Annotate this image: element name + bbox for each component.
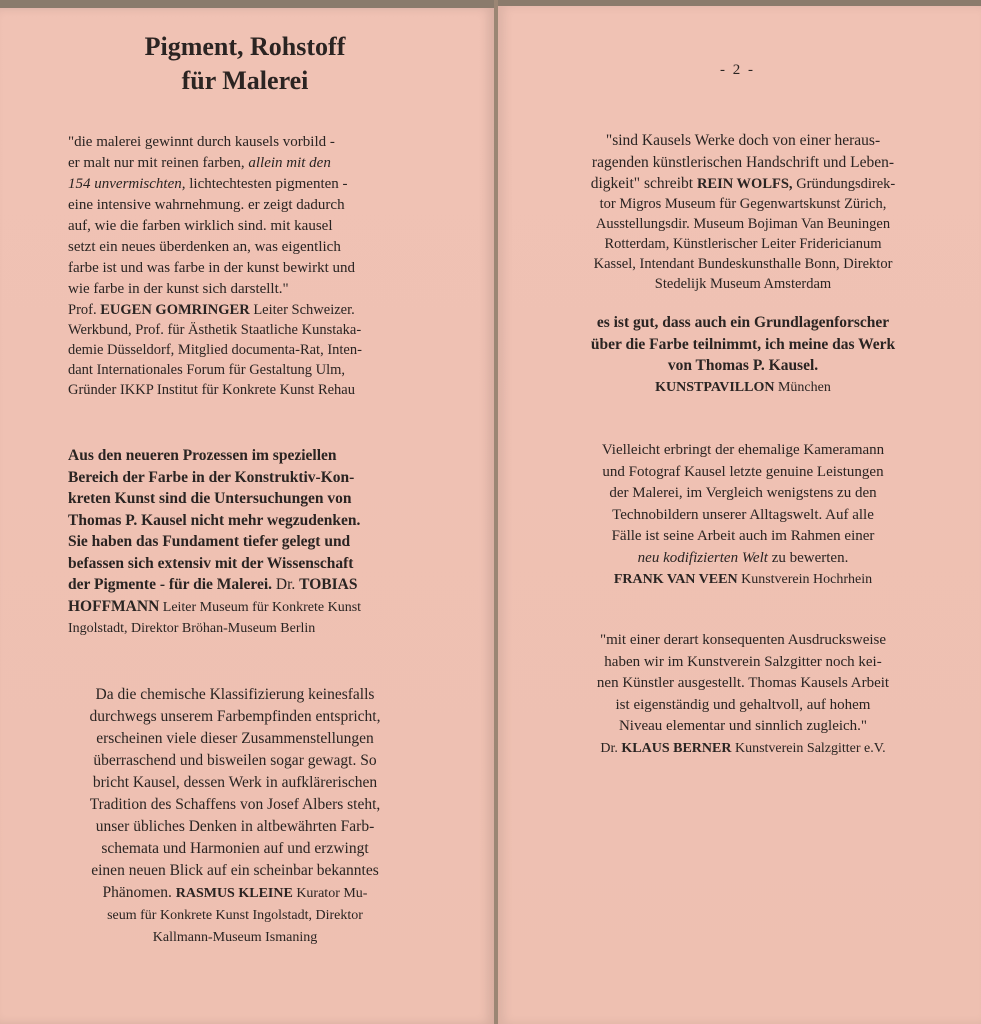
attribution-line [548, 738, 938, 760]
attribution-line: Kallmann-Museum Ismaning [152, 930, 318, 945]
title-line-1: Pigment, Rohstoff [144, 32, 346, 61]
quote-hoffmann [68, 445, 418, 640]
quote-text: Phänomen. [102, 884, 176, 901]
quote-line: "sind Kausels Werke doch von einer heraus- [605, 132, 881, 149]
quote-line: "mit einer derart konsequenten Ausdrucksweise [599, 632, 887, 648]
quote-line: nen Künstler ausgestellt. Thomas Kausels Arbeit [596, 675, 890, 691]
quote-line: Fälle ist seine Arbeit auch im Rahmen einer [611, 528, 875, 544]
attribution-line: seum für Konkrete Kunst Ingolstadt, Direktor [107, 908, 363, 923]
attribution-text: Leiter Schweizer. [249, 302, 355, 318]
quote-text: der Pigmente - für die Malerei. [68, 576, 273, 593]
quote-line: Sie haben das Fundament tiefer gelegt und [68, 533, 351, 550]
attribution-line: Werkbund, Prof. für Ästhetik Staatliche Kunstaka- [68, 322, 362, 338]
quote-gomringer [68, 132, 438, 400]
author-name: KUNSTPAVILLON [655, 379, 775, 395]
attribution-line [548, 569, 938, 591]
quote-line: durchwegs unserem Farbempfinden entspricht, [89, 708, 381, 725]
quote-line: ragenden künstlerischen Handschrift und Leben- [591, 154, 895, 171]
page-number: - 2 - [720, 62, 755, 78]
quote-line: Thomas P. Kausel nicht mehr wegzudenken. [68, 511, 361, 529]
author-name: KLAUS BERNER [621, 740, 732, 756]
quote-line: überraschend und bisweilen sogar gewagt. So [93, 752, 377, 769]
attribution-text: München [774, 379, 831, 395]
quote-line: und Fotograf Kausel letzte genuine Leistungen [602, 463, 884, 480]
quote-line [68, 574, 418, 596]
quote-line: setzt ein neues überdenken an, was eigentlich [68, 239, 341, 255]
quote-line: kreten Kunst sind die Untersuchungen von [68, 490, 352, 507]
quote-line: Tradition des Schaffens von Josef Albers steht, [89, 796, 381, 813]
quote-line: von Thomas P. Kausel. [667, 357, 819, 374]
quote-line: Bereich der Farbe in der Konstruktiv-Kon- [68, 468, 355, 486]
quote-line: auf, wie die farben wirklich sind. mit kausel [68, 218, 333, 234]
quote-line: über die Farbe teilnimmt, ich meine das Werk [590, 335, 896, 353]
quote-line: schemata und Harmonien auf und erzwingt [101, 840, 369, 857]
attribution-line [68, 596, 418, 619]
quote-italic: neu kodifizierten Welt [637, 549, 768, 566]
quote-line: unser übliches Denken in altbewährten Farb- [95, 818, 375, 835]
attribution-line: Ingolstadt, Direktor Bröhan-Museum Berlin [68, 621, 316, 636]
name-prefix: Dr. [600, 740, 622, 756]
author-name: FRANK VAN VEEN [613, 572, 738, 587]
attribution-line: Gründer IKKP Institut für Konkrete Kunst Rehau [68, 382, 355, 398]
quote-line [68, 174, 438, 195]
quote-line: bricht Kausel, dessen Werk in aufklärerischen [92, 774, 378, 791]
quote-line: "die malerei gewinnt durch kausels vorbild - [68, 134, 335, 150]
quote-kleine [60, 684, 410, 949]
attribution-gomringer [68, 300, 438, 400]
quote-line: Aus den neueren Prozessen im speziellen [68, 447, 337, 464]
title-line-2: für Malerei [181, 66, 309, 95]
quote-line: einen neuen Blick auf ein scheinbar bekanntes [91, 862, 379, 879]
attribution-text: Leiter Museum für Konkrete Kunst [159, 599, 362, 615]
quote-berner [548, 630, 938, 759]
attribution-line [60, 882, 410, 905]
attribution-text: Kunstverein Salzgitter e.V. [731, 740, 886, 756]
attribution-line: dant Internationales Forum für Gestaltung Ulm, [68, 362, 346, 378]
attribution-line [68, 300, 438, 320]
quote-line: Technobildern unserer Alltagswelt. Auf alle [612, 506, 874, 523]
quote-line: haben wir im Kunstverein Salzgitter noch kei- [604, 653, 882, 670]
attribution-line: Ausstellungsdir. Museum Bojiman Van Beuningen [595, 216, 891, 232]
attribution-text: Kunstverein Hochrhein [737, 572, 873, 587]
quote-line: Da die chemische Klassifizierung keinesfalls [95, 686, 375, 703]
attribution-line: tor Migros Museum für Gegenwartskunst Zürich, [599, 196, 887, 212]
quote-text: er malt nur mit reinen farben, [68, 155, 249, 171]
quote-line: der Malerei, im Vergleich wenigstens zu den [609, 485, 877, 501]
quote-line: es ist gut, dass auch ein Grundlagenforscher [596, 314, 890, 331]
author-name: TOBIAS [299, 576, 358, 593]
quote-line [68, 153, 438, 174]
attribution-line: Rotterdam, Künstlerischer Leiter Fridericianum [604, 236, 882, 252]
quote-line: befassen sich extensiv mit der Wissenschaft [68, 554, 354, 572]
author-name: EUGEN GOMRINGER [100, 302, 250, 318]
quote-line [548, 548, 938, 570]
attribution-line: demie Düsseldorf, Mitglied documenta-Rat, Inten- [68, 342, 362, 358]
attribution-line: Kassel, Intendant Bundeskunsthalle Bonn, Direktor [593, 256, 893, 272]
attribution-line: Stedelijk Museum Amsterdam [654, 276, 832, 292]
quote-line: wie farbe in der kunst sich darstellt." [68, 281, 289, 297]
quote-line: eine intensive wahrnehmung. er zeigt dadurch [68, 197, 345, 213]
quote-line: erscheinen viele dieser Zusammenstellungen [96, 730, 374, 747]
quote-text: zu bewerten. [767, 549, 849, 566]
quote-line: ist eigenständig und gehaltvoll, auf hohem [615, 696, 871, 713]
attribution-text: Kurator Mu- [292, 886, 368, 901]
attribution-line [548, 377, 938, 399]
quote-text: digkeit" schreibt [590, 175, 697, 192]
quote-line: farbe ist und was farbe in der kunst bewirkt und [68, 260, 356, 276]
author-name: REIN WOLFS, [696, 176, 793, 192]
quote-text: lichtechtesten pigmenten - [185, 176, 348, 192]
quote-wolfs [548, 130, 938, 294]
attribution-text: Gründungsdirek- [792, 176, 896, 192]
quote-line [548, 174, 938, 194]
page-title [90, 30, 400, 98]
quote-kunstpavillon [548, 312, 938, 398]
name-prefix: Prof. [68, 302, 101, 318]
quote-line: Niveau elementar und sinnlich zugleich." [618, 718, 868, 734]
author-name: HOFFMANN [68, 597, 160, 615]
quote-line: Vielleicht erbringt der ehemalige Kameramann [601, 442, 885, 458]
quote-van-veen [548, 440, 938, 591]
quote-italic: allein mit den [248, 155, 331, 171]
author-name: RASMUS KLEINE [175, 886, 293, 901]
name-prefix: Dr. [272, 576, 300, 593]
quote-italic: 154 unvermischten, [68, 176, 186, 192]
